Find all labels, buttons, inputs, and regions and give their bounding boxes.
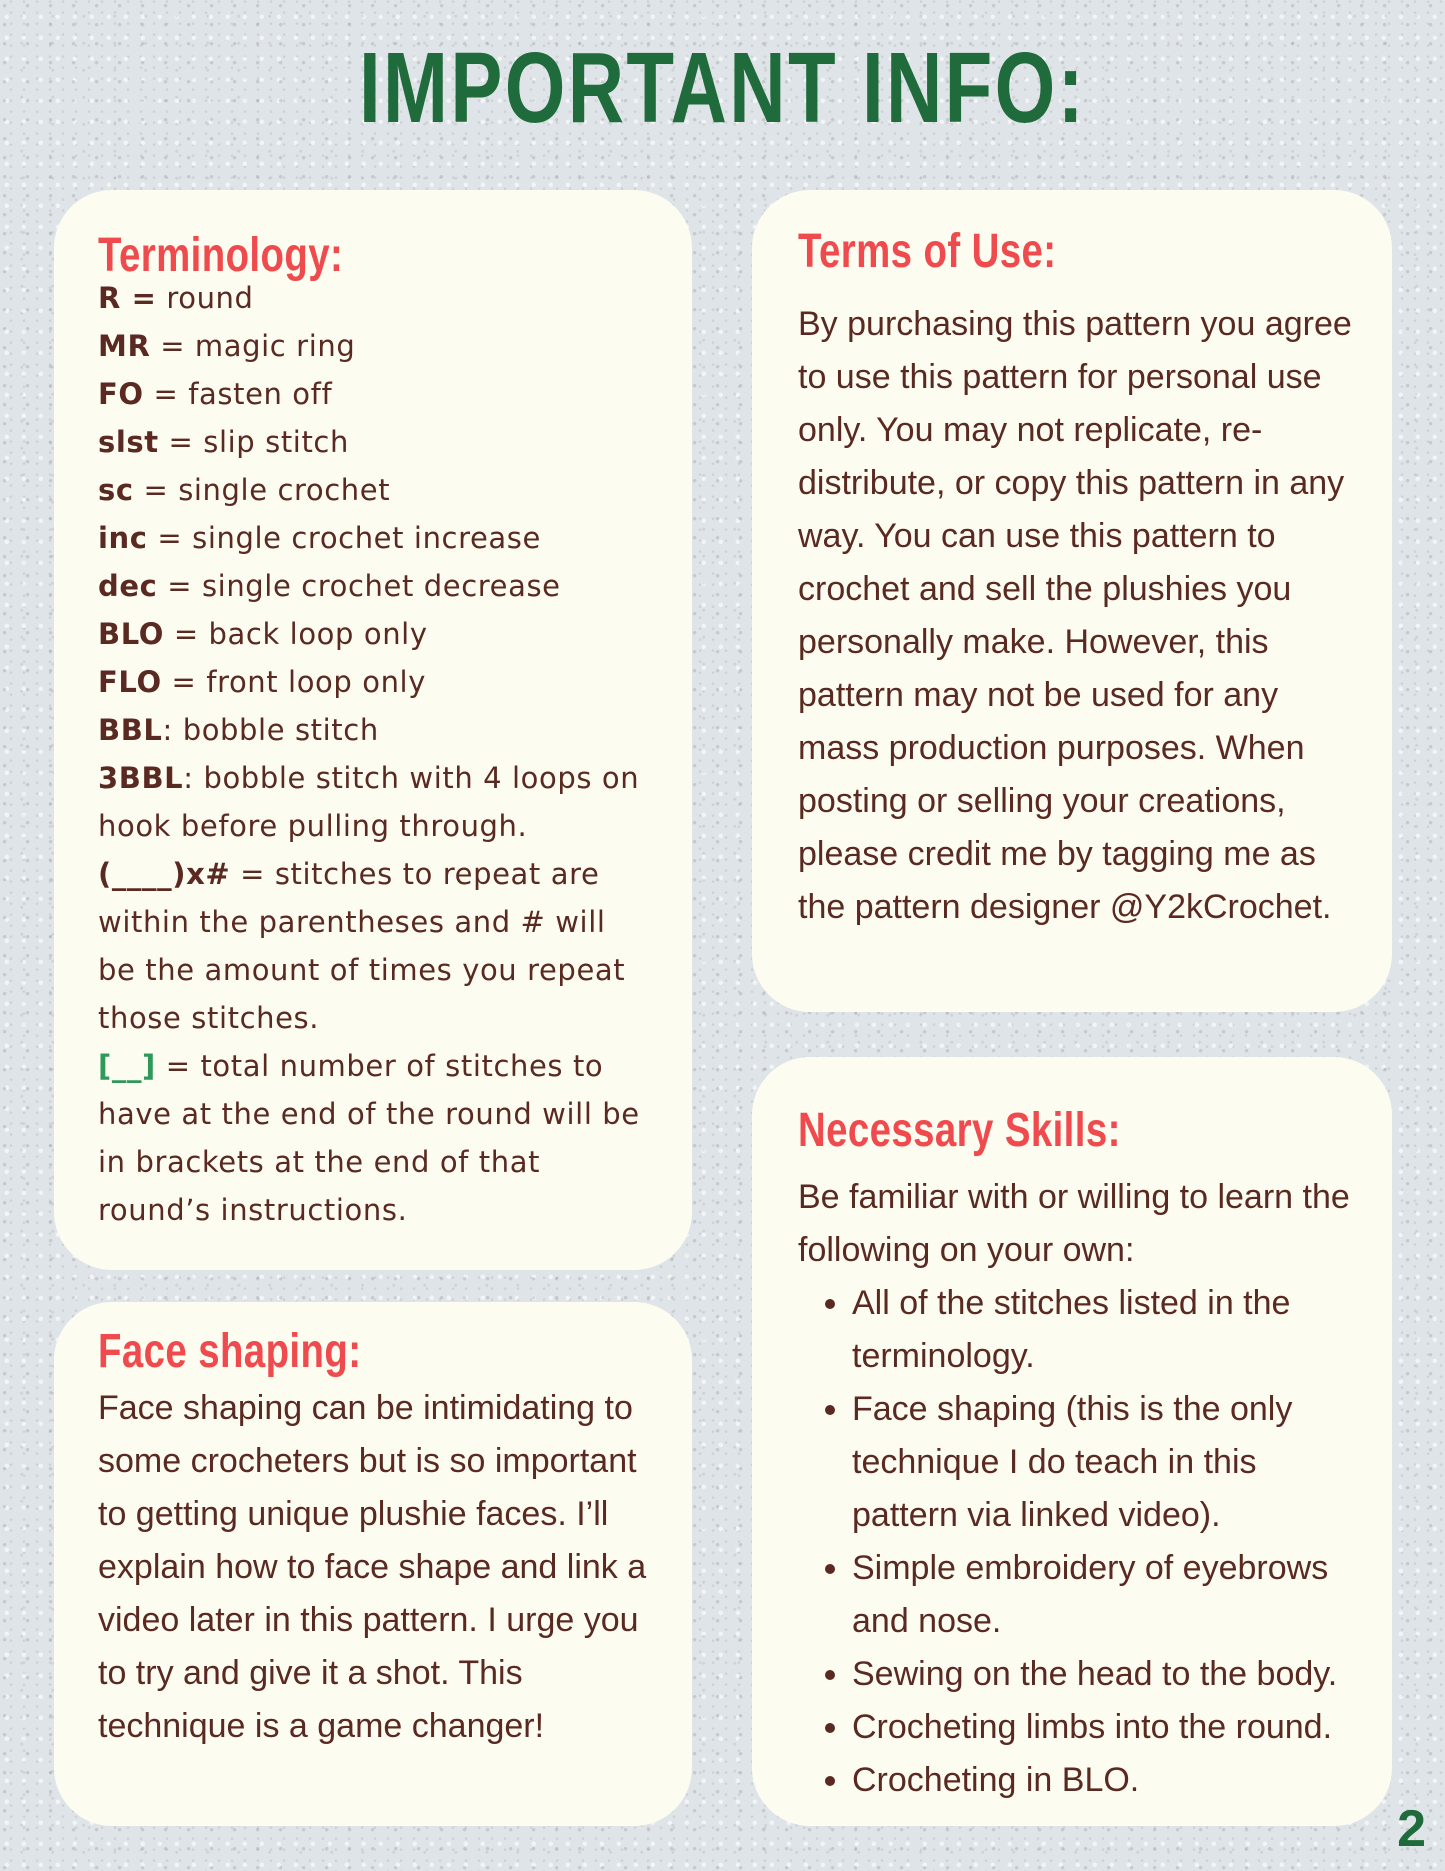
term-abbreviation: [__]	[98, 1049, 156, 1083]
term-abbreviation: BBL	[98, 713, 163, 747]
skill-item: • Crocheting limbs into the round.	[852, 1701, 1368, 1754]
skill-item: • Face shaping (this is the only technique I do teach in this pattern via linked video).	[852, 1383, 1368, 1542]
term-abbreviation: R =	[98, 281, 157, 315]
term-abbreviation: inc	[98, 521, 148, 555]
term-definition: = fasten off	[143, 377, 333, 411]
necessary-skills-intro: Be familiar with or willing to learn the following on your own:	[798, 1178, 1350, 1269]
terms-of-use-card	[752, 190, 1392, 1012]
term-abbreviation: (____)x#	[98, 857, 231, 891]
face-shaping-card	[54, 1302, 692, 1826]
term-definition: = magic ring	[150, 329, 356, 363]
terminology-item	[98, 1042, 648, 1234]
term-definition: = stitches to repeat are within the parentheses and # will be the amount of times you repeat those stitches.	[98, 857, 626, 1035]
term-definition: = slip stitch	[158, 425, 349, 459]
skill-item: • Sewing on the head to the body.	[852, 1648, 1368, 1701]
term-definition: : bobble stitch	[162, 713, 379, 747]
term-abbreviation: 3BBL	[98, 761, 184, 795]
page-number: 2	[1397, 1800, 1426, 1858]
terminology-list	[98, 274, 648, 1234]
term-abbreviation: dec	[98, 569, 158, 603]
skill-item: • Crocheting in BLO.	[852, 1754, 1368, 1807]
skill-item: • Simple embroidery of eyebrows and nose.	[852, 1542, 1368, 1648]
term-abbreviation: sc	[98, 473, 134, 507]
term-abbreviation: MR	[98, 329, 151, 363]
term-definition: round	[156, 281, 254, 315]
page-title: IMPORTANT INFO:	[359, 32, 1086, 144]
term-definition: = front loop only	[161, 665, 426, 699]
terminology-item	[98, 514, 648, 562]
terminology-item	[98, 706, 648, 754]
terminology-item	[98, 562, 648, 610]
necessary-skills-card	[752, 1057, 1392, 1826]
terminology-item	[98, 658, 648, 706]
terminology-item	[98, 610, 648, 658]
face-shaping-heading: Face shaping:	[98, 1325, 362, 1378]
terminology-heading: Terminology:	[98, 229, 344, 282]
terms-of-use-body: By purchasing this pattern you agree to use this pattern for personal use only. You may not replicate, re-distribute, or copy this pattern in any way. You can use this pattern to crochet and sell the plushies you personally make. However, this pattern may not be used for any mass production purposes. When posting or selling your creations, please credit me by tagging me as the pattern designer @Y2kCrochet.	[798, 305, 1352, 926]
term-abbreviation: FLO	[98, 665, 162, 699]
terms-of-use-heading: Terms of Use:	[798, 225, 1057, 278]
terminology-item	[98, 466, 648, 514]
term-definition: = total number of stitches to have at the end of the round will be in brackets at the end of that round’s instructions.	[98, 1049, 640, 1227]
term-definition: = single crochet increase	[147, 521, 541, 555]
necessary-skills-list	[798, 1277, 1368, 1807]
terminology-item	[98, 754, 648, 850]
term-definition: = single crochet decrease	[157, 569, 561, 603]
terminology-item	[98, 850, 648, 1042]
face-shaping-body: Face shaping can be intimidating to some crocheters but is so important to getting unique plushie faces. I’ll explain how to face shape and link a video later in this pattern. I urge you to try and give it a shot. This technique is a game changer!	[98, 1389, 647, 1745]
terminology-item	[98, 370, 648, 418]
skill-item: • All of the stitches listed in the terminology.	[852, 1277, 1368, 1383]
terminology-item	[98, 418, 648, 466]
terminology-card	[54, 190, 692, 1270]
term-abbreviation: slst	[98, 425, 159, 459]
term-abbreviation: BLO	[98, 617, 165, 651]
necessary-skills-heading: Necessary Skills:	[798, 1104, 1121, 1157]
term-definition: : bobble stitch with 4 loops on hook before pulling through.	[98, 761, 640, 843]
term-definition: = back loop only	[164, 617, 428, 651]
terminology-item	[98, 322, 648, 370]
term-definition: = single crochet	[133, 473, 391, 507]
term-abbreviation: FO	[98, 377, 144, 411]
